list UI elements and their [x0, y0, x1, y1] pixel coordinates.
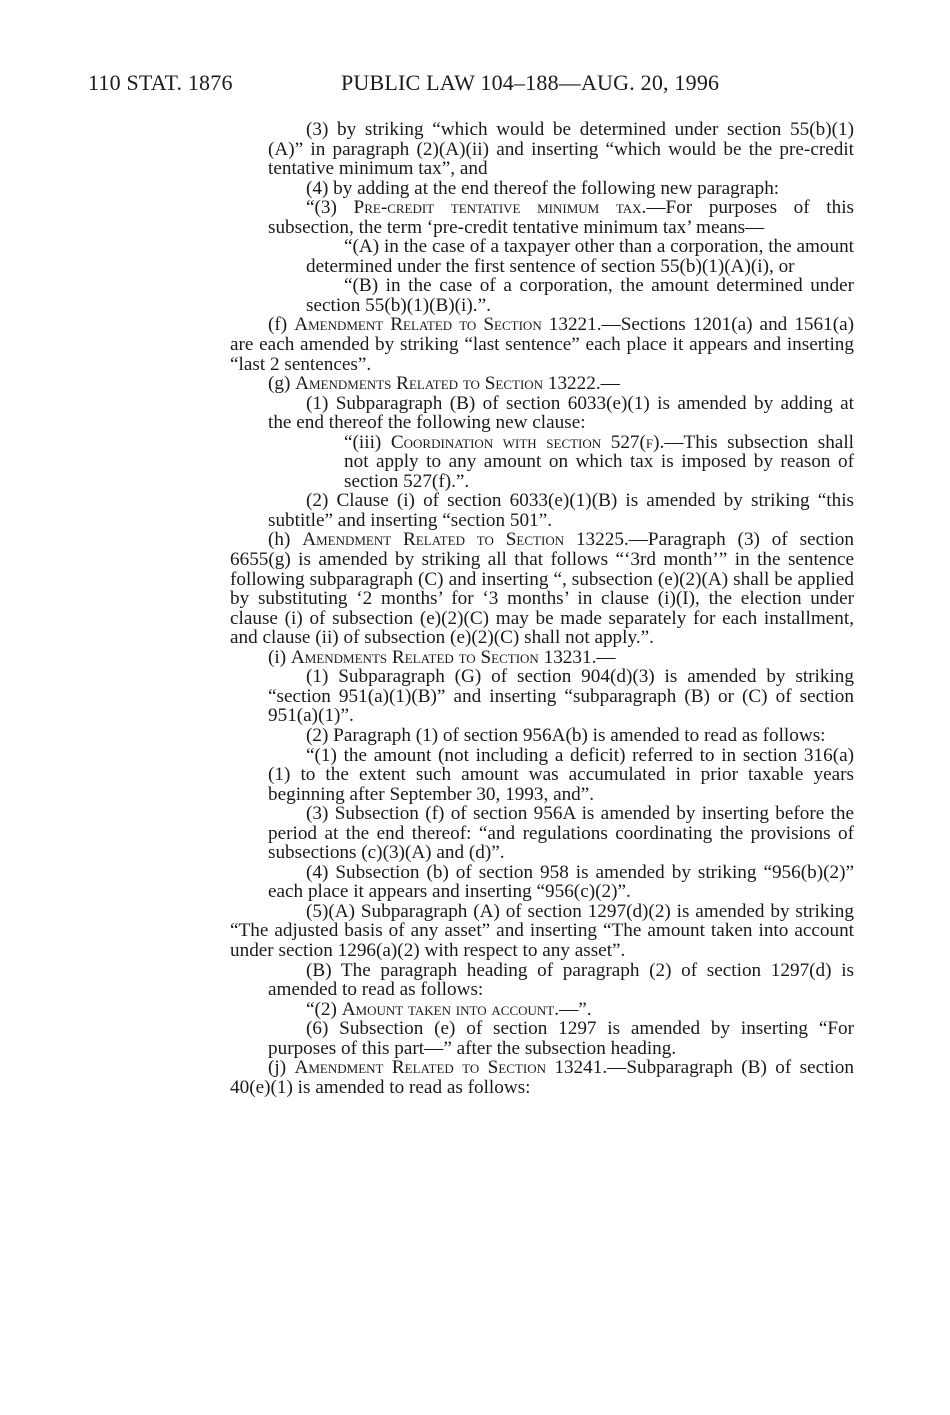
public-law-title: PUBLIC LAW 104–188—AUG. 20, 1996 — [341, 70, 720, 95]
paragraph-text: (1) Subparagraph (B) of section 6033(e)(1) is amended by adding at the end thereof the following new clause: — [268, 392, 854, 434]
section-heading: Amendments Related to Section 13231. — [290, 646, 597, 668]
section-i-2 — [230, 726, 854, 746]
section-i-6 — [230, 1019, 854, 1058]
paragraph-3-strike — [230, 120, 854, 179]
paragraph-text: (3) Subsection (f) of section 956A is amended by inserting before the period at the end thereof: “and regulations coordinating the provisions of subsections (c)(3)(A) and (d)”. — [268, 803, 854, 864]
clause-text: —This subsection shall not apply to any amount on which tax is imposed by reason of section 527(f).”. — [344, 431, 854, 492]
section-g-1-clause-iii — [230, 433, 854, 492]
section-lead: (g) — [268, 373, 296, 395]
subparagraph-B — [230, 276, 854, 315]
paragraph-text: (2) Paragraph (1) of section 956A(b) is amended to read as follows: — [306, 724, 826, 746]
section-g — [230, 374, 854, 394]
paragraph-text: “(A) in the case of a taxpayer other than a corporation, the amount determined under the first sentence of section 55(b)(1)(A)(i), or — [306, 236, 854, 277]
section-i — [230, 648, 854, 668]
section-h — [230, 530, 854, 647]
paragraph-text: (3) by striking “which would be determined under section 55(b)(1)(A)” in paragraph (2)(A)(ii) and inserting “which would be the pre-credit tentative minimum tax”, and — [268, 119, 854, 180]
section-i-2-quote — [230, 746, 854, 805]
paragraph-text: (6) Subsection (e) of section 1297 is amended by inserting “For purposes of this part—” after the subsection heading. — [268, 1018, 854, 1059]
section-heading: Amendment Related to Section 13225. — [302, 529, 629, 551]
quote-lead: “(2) — [306, 998, 342, 1020]
section-lead: (h) — [268, 529, 303, 551]
section-f — [230, 315, 854, 374]
clause-lead: “(iii) — [344, 431, 391, 453]
paragraph-text: “(B) in the case of a corporation, the amount determined under section 55(b)(1)(B)(i).”. — [306, 275, 854, 316]
section-heading: Amendment Related to Section 13241. — [294, 1057, 608, 1079]
section-i-5B — [230, 961, 854, 1000]
section-i-4 — [230, 863, 854, 902]
section-heading: Amendments Related to Section 13222. — [295, 373, 601, 395]
section-text: —Sections 1201(a) and 1561(a) are each amended by striking “last sentence” each place it appears and inserting “last 2 sentences”. — [230, 314, 854, 375]
statute-citation: 110 STAT. 1876 — [88, 70, 233, 95]
paragraph-heading: Pre-credit tentative minimum tax. — [353, 197, 647, 219]
paragraph-text: (2) Clause (i) of section 6033(e)(1)(B) is amended by striking “this subtitle” and inserting “section 501”. — [268, 490, 854, 531]
paragraph-text: (5)(A) Subparagraph (A) of section 1297(d)(2) is amended by striking “The adjusted basis of any asset” and inserting “The amount taken into account under section 1296(a)(2) with respect to any asset”. — [230, 900, 854, 961]
quote-heading: Amount taken into account. — [341, 998, 560, 1020]
section-heading: Amendment Related to Section 13221. — [294, 314, 602, 336]
paragraph-text: “(1) the amount (not including a deficit) referred to in section 316(a)(1) to the extent such amount was accumulated in prior taxable years beginning after September 30, 1993, and”. — [268, 744, 854, 805]
section-text: —Subparagraph (B) of section 40(e)(1) is amended to read as follows: — [230, 1057, 854, 1098]
section-lead: (f) — [268, 314, 295, 336]
section-i-5A — [230, 902, 854, 961]
section-text: — — [600, 373, 620, 395]
section-g-1 — [230, 394, 854, 433]
quote-text: —”. — [559, 998, 592, 1020]
section-i-5B-quote — [230, 1000, 854, 1020]
section-j — [230, 1058, 854, 1097]
clause-heading: Coordination with section 527(f). — [390, 431, 665, 453]
paragraph-text: (4) Subsection (b) of section 958 is amended by striking “956(b)(2)” each place it appears and inserting “956(c)(2)”. — [268, 861, 854, 903]
statute-body — [230, 120, 854, 1097]
paragraph-pre-credit-definition — [230, 198, 854, 237]
section-i-3 — [230, 804, 854, 863]
section-g-2 — [230, 491, 854, 530]
paragraph-4-add — [230, 179, 854, 199]
subparagraph-A — [230, 237, 854, 276]
section-lead: (i) — [268, 646, 291, 668]
page-header — [88, 70, 768, 102]
paragraph-lead: “(3) — [306, 197, 354, 219]
section-i-1 — [230, 667, 854, 726]
paragraph-text: (B) The paragraph heading of paragraph (2) of section 1297(d) is amended to read as follows: — [268, 959, 854, 1001]
paragraph-text: —For purposes of this subsection, the term ‘pre-credit tentative minimum tax’ means— — [268, 197, 855, 238]
section-text: — — [596, 646, 616, 668]
paragraph-text: (1) Subparagraph (G) of section 904(d)(3) is amended by striking “section 951(a)(1)(B)” and inserting “subparagraph (B) or (C) of section 951(a)(1)”. — [268, 666, 854, 727]
section-text: —Paragraph (3) of section 6655(g) is amended by striking all that follows “‘3rd month’” in the sentence following subparagraph (C) and inserting “, subsection (e)(2)(A) shall be applied by substituting ‘2 months’ for ‘3 months’ in clause (i)(I), the election under clause (i) of subsection (e)(2)(C) may be made separately for each installment, and clause (ii) of subsection (e)(2)(C) shall not apply.”. — [230, 529, 854, 649]
paragraph-text: (4) by adding at the end thereof the following new paragraph: — [306, 177, 780, 199]
section-lead: (j) — [268, 1057, 295, 1079]
